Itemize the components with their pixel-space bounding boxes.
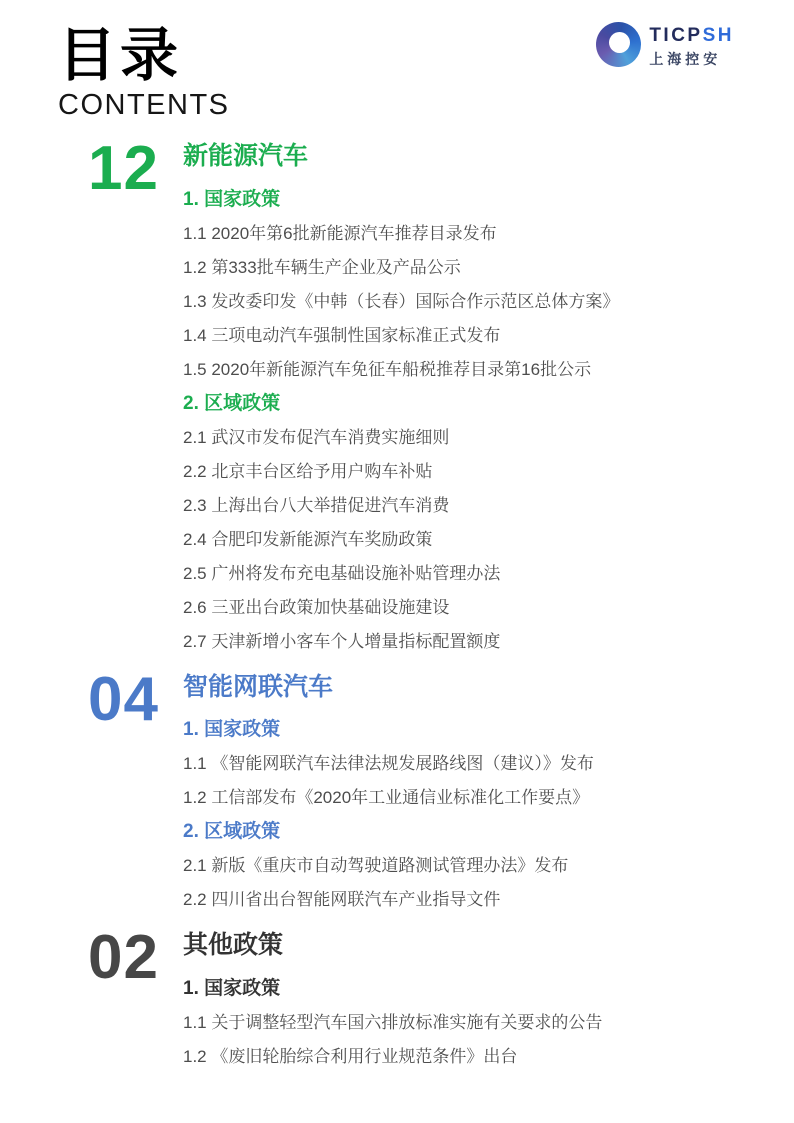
toc-item: 1.2 《废旧轮胎综合利用行业规范条件》出台 <box>183 1047 518 1067</box>
toc-item: 2.7 天津新增小客车个人增量指标配置额度 <box>183 631 501 651</box>
group-label: 1. 国家政策 <box>183 719 281 741</box>
brand-text-block <box>649 26 734 69</box>
brand-name-accent: SH <box>702 25 734 46</box>
toc-section-new-energy <box>88 133 754 659</box>
toc-item: 2.2 四川省出台智能网联汽车产业指导文件 <box>183 890 501 910</box>
toc-item: 1.3 发改委印发《中韩（长春）国际合作示范区总体方案》 <box>183 291 620 311</box>
toc-item: 2.4 合肥印发新能源汽车奖励政策 <box>183 529 433 549</box>
toc-item: 1.1 《智能网联汽车法律法规发展路线图（建议）》发布 <box>183 754 594 774</box>
section-number: 04 <box>88 664 159 734</box>
toc-item: 2.6 三亚出台政策加快基础设施建设 <box>183 597 450 617</box>
toc-item: 1.1 2020年第6批新能源汽车推荐目录发布 <box>183 223 497 243</box>
section-number: 02 <box>88 923 159 993</box>
group-label: 1. 国家政策 <box>183 978 281 1000</box>
section-number: 12 <box>88 133 159 203</box>
toc-item: 2.5 广州将发布充电基础设施补贴管理办法 <box>183 563 501 583</box>
toc-item: 1.4 三项电动汽车强制性国家标准正式发布 <box>183 325 501 345</box>
section-title: 新能源汽车 <box>183 141 309 170</box>
toc-item: 2.2 北京丰台区给予用户购车补贴 <box>183 461 433 481</box>
swirl-ring-icon <box>596 22 641 67</box>
section-body <box>183 929 754 1074</box>
toc-section-intelligent-connected <box>88 664 754 918</box>
group-label: 1. 国家政策 <box>183 188 281 210</box>
toc-item: 2.1 武汉市发布促汽车消费实施细则 <box>183 427 450 447</box>
title-block <box>58 23 230 122</box>
toc-item: 2.3 上海出台八大举措促进汽车消费 <box>183 495 450 515</box>
toc-item: 1.1 关于调整轻型汽车国六排放标准实施有关要求的公告 <box>183 1013 603 1033</box>
section-body <box>183 671 754 918</box>
section-body <box>183 140 754 659</box>
brand-name-primary: TICP <box>649 25 703 46</box>
page-subtitle: CONTENTS <box>58 88 230 121</box>
page-header <box>0 0 794 122</box>
group-label: 2. 区域政策 <box>183 392 281 414</box>
toc-item: 1.2 工信部发布《2020年工业通信业标准化工作要点》 <box>183 788 590 808</box>
group-label: 2. 区域政策 <box>183 821 281 843</box>
toc-list <box>0 122 794 1074</box>
brand-name <box>649 26 734 47</box>
toc-item: 1.2 第333批车辆生产企业及产品公示 <box>183 257 461 277</box>
brand-logo <box>596 22 734 69</box>
toc-item: 1.5 2020年新能源汽车免征车船税推荐目录第16批公示 <box>183 359 592 379</box>
section-title: 其他政策 <box>183 931 284 960</box>
toc-section-other-policies <box>88 923 754 1074</box>
toc-item: 2.1 新版《重庆市自动驾驶道路测试管理办法》发布 <box>183 856 569 876</box>
page-title: 目录 <box>58 23 183 88</box>
brand-subtitle: 上海控安 <box>649 50 722 67</box>
section-title: 智能网联汽车 <box>183 672 334 701</box>
